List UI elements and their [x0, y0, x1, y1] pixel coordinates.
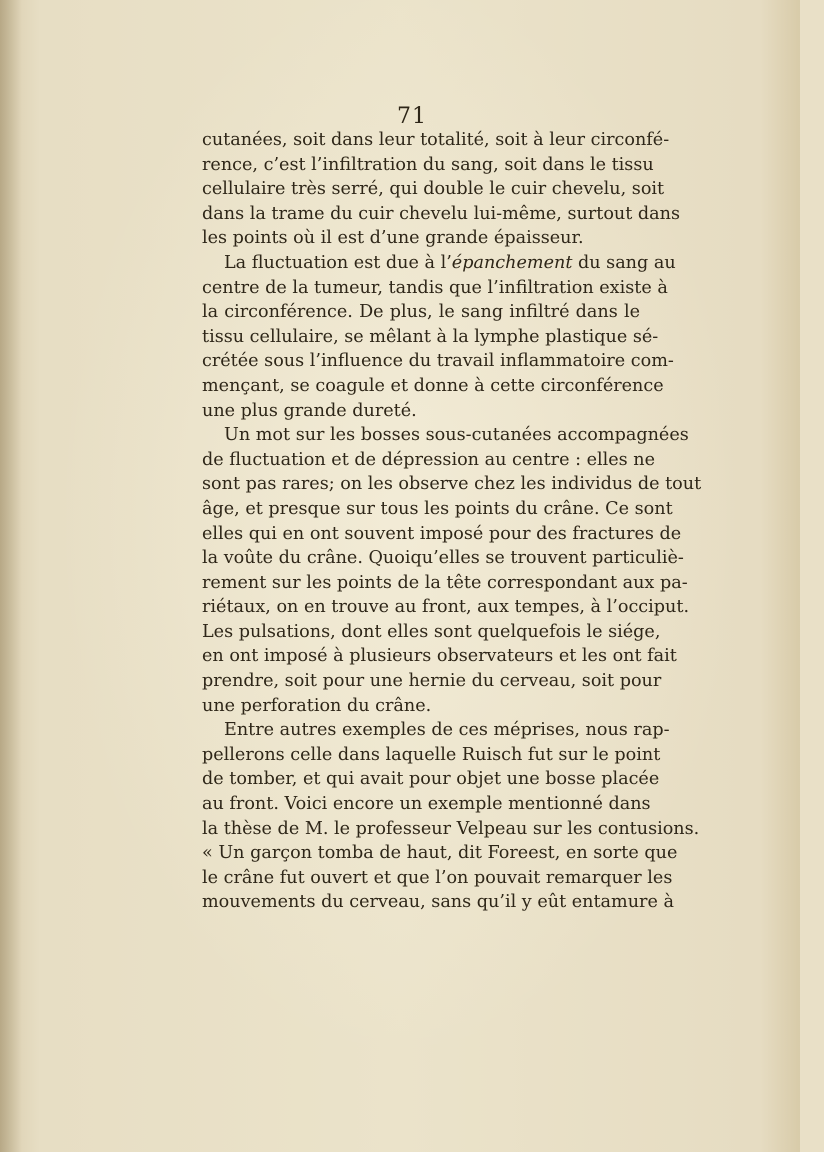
text-line: crétée sous l’influence du travail inflammatoire com- [202, 351, 674, 372]
text-line: une perforation du crâne. [202, 695, 432, 716]
text-line: la circonférence. De plus, le sang infiltré dans le [202, 302, 640, 323]
text-line: cellulaire très serré, qui double le cuir chevelu, soit [202, 179, 665, 200]
text-line: elles qui en ont souvent imposé pour des fractures de [202, 523, 682, 544]
text-line: dans la trame du cuir chevelu lui-même, surtout dans [202, 203, 681, 224]
text-line: La fluctuation est due à l’épanchement du sang au [224, 252, 676, 273]
text-line: âge, et presque sur tous les points du crâne. Ce sont [202, 498, 673, 519]
text-line: les points où il est d’une grande épaisseur. [202, 228, 584, 249]
page-number: 71 [397, 104, 427, 129]
text-line: mouvements du cerveau, sans qu’il y eût entamure à [202, 892, 674, 913]
text-line: au front. Voici encore un exemple mentionné dans [202, 794, 651, 815]
text-line: Les pulsations, dont elles sont quelquefois le siége, [202, 621, 661, 642]
text-line: Un mot sur les bosses sous-cutanées accompagnées [224, 425, 689, 446]
text-line: la thèse de M. le professeur Velpeau sur les contusions. [202, 818, 700, 839]
text-line: prendre, soit pour une hernie du cerveau, soit pour [202, 671, 662, 692]
body-text [202, 128, 702, 915]
text-line: Entre autres exemples de ces méprises, nous rap- [224, 720, 670, 741]
text-line: tissu cellulaire, se mêlant à la lymphe plastique sé- [202, 326, 659, 347]
text-line: rement sur les points de la tête correspondant aux pa- [202, 572, 688, 593]
emphasis: épanchement [451, 252, 573, 273]
text-line: sont pas rares; on les observe chez les individus de tout [202, 474, 702, 495]
text-line: « Un garçon tomba de haut, dit Foreest, en sorte que [202, 843, 678, 864]
text-line: rence, c’est l’infiltration du sang, soit dans le tissu [202, 154, 654, 175]
text-line: le crâne fut ouvert et que l’on pouvait remarquer les [202, 867, 673, 888]
text-line: la voûte du crâne. Quoiqu’elles se trouvent particuliè- [202, 548, 684, 569]
text-line: pellerons celle dans laquelle Ruisch fut sur le point [202, 744, 661, 765]
text-line: une plus grande dureté. [202, 400, 417, 421]
text-line: riétaux, on en trouve au front, aux tempes, à l’occiput. [202, 597, 690, 618]
text-line: de tomber, et qui avait pour objet une bosse placée [202, 769, 660, 790]
text-line: centre de la tumeur, tandis que l’infiltration existe à [202, 277, 668, 298]
text-line: cutanées, soit dans leur totalité, soit à leur circonfé- [202, 130, 670, 150]
page-edge-shadow [0, 0, 22, 1152]
text-line: en ont imposé à plusieurs observateurs et les ont fait [202, 646, 677, 667]
text-line: de fluctuation et de dépression au centre : elles ne [202, 449, 656, 470]
text-line: mençant, se coagule et donne à cette circonférence [202, 375, 664, 396]
